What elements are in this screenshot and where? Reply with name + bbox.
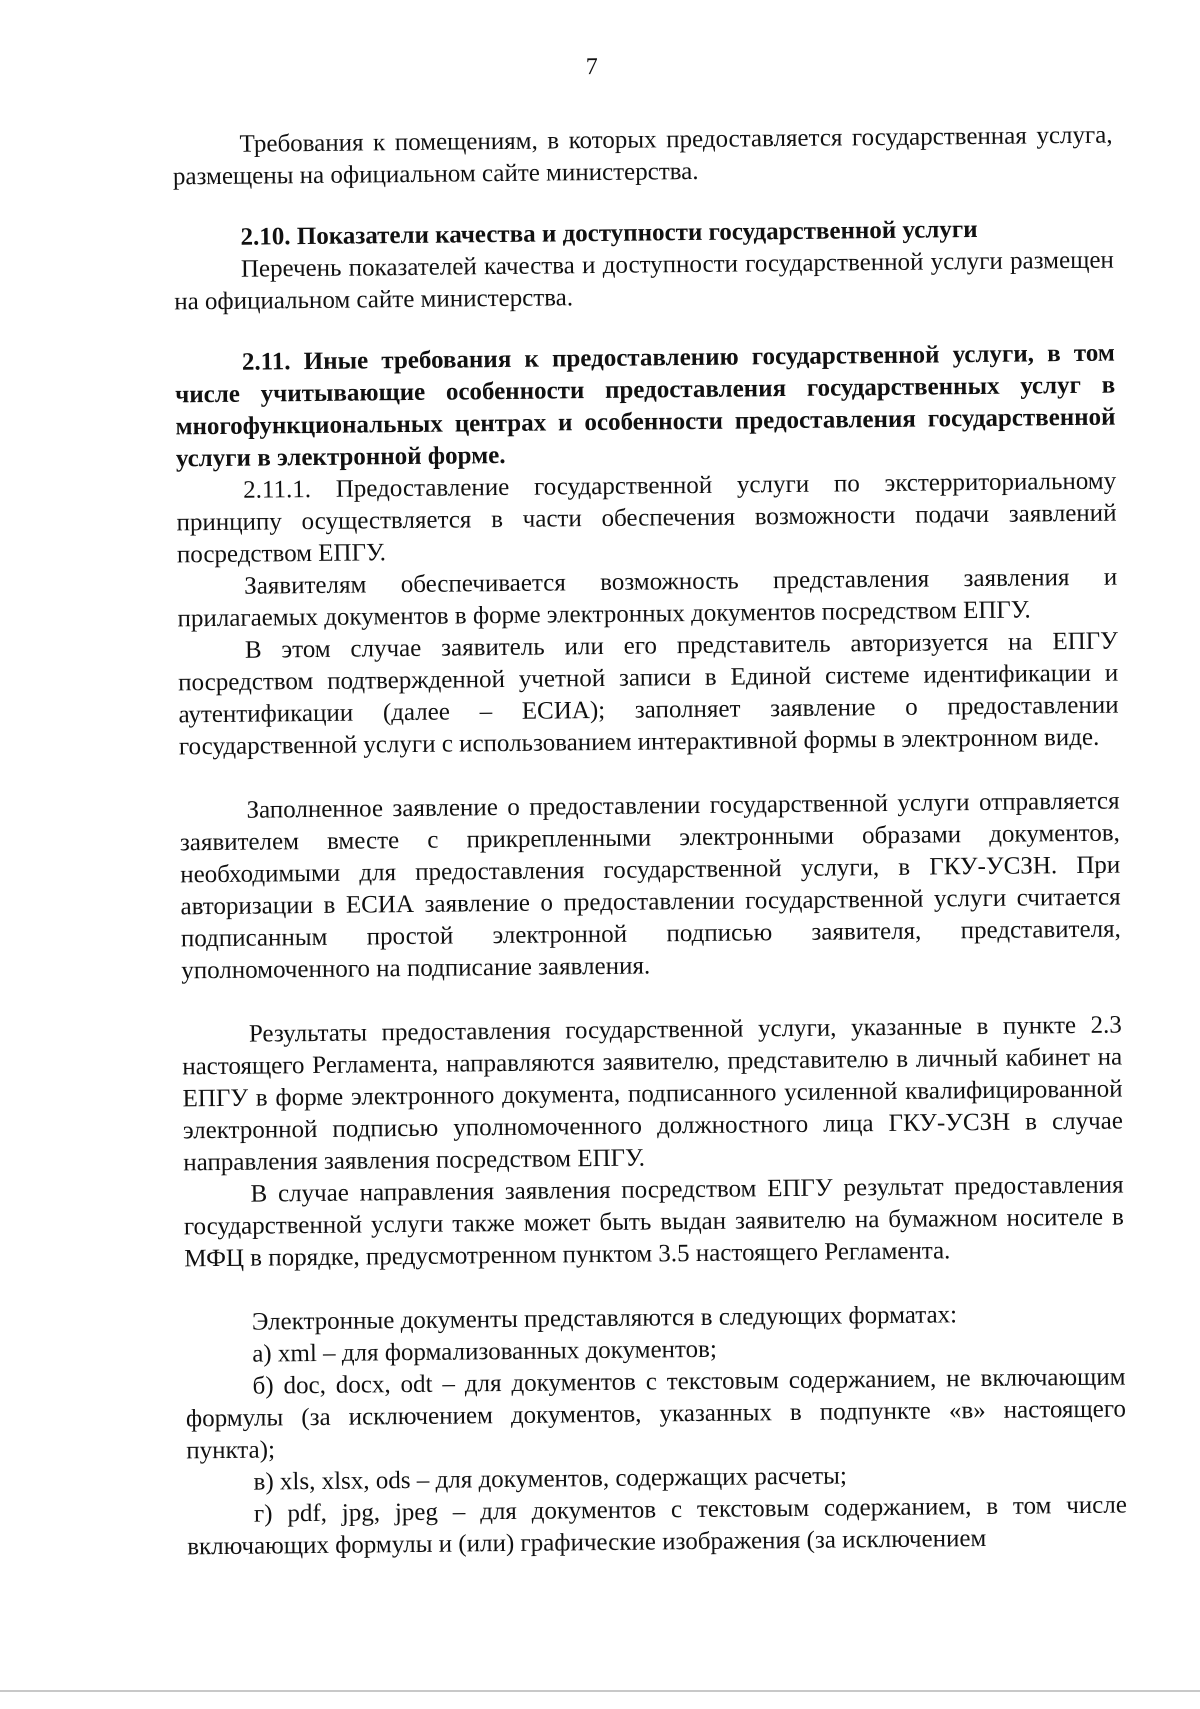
list-item-v: в) xls, xlsx, ods – для документов, содержащих расчеты; — [253, 1462, 847, 1496]
paragraph-2-11-1: 2.11.1. Предоставление государственной услуги по экстерриториальному принципу осуществляется в части обеспечения возможности подачи заявлений посредством ЕПГУ. — [176, 467, 1117, 569]
section-heading-2-10: 2.10. Показатели качества и доступности государственной услуги — [240, 216, 978, 251]
section-heading-2-11: 2.11. Иные требования к предоставлению государственной услуги, в том числе учитывающие особенности предоставления государственных услуг в многофункциональных центрах и особенности предоставления государственной услуги в электронной форме. — [175, 339, 1116, 473]
paragraph-quality-indicators: Перечень показателей качества и доступности государственной услуги размещен на официальном сайте министерства. — [174, 246, 1114, 316]
paragraph-premises-requirements: Требования к помещениям, в которых предоставляется государственная услуга, размещены на официальном сайте министерства. — [172, 121, 1113, 191]
paragraph-paper-result: В случае направления заявления посредством ЕПГУ результат предоставления государственной услуги также может быть выдан заявителю на бумажном носителе в МФЦ в порядке, предусмотренном пунктом 3.5 настоящего Регламента. — [183, 1171, 1125, 1273]
paragraph-formats-intro: Электронные документы представляются в следующих форматах: — [251, 1301, 958, 1336]
scan-bottom-edge — [0, 1690, 1200, 1692]
paragraph-results: Результаты предоставления государственной услуги, указанные в пункте 2.3 настоящего Регламента, направляются заявителю, представителю в личный кабинет на ЕПГУ в форме электронного документа, подписанного усиленной квалифицированной электронной подписью уполномоченного должностного лица ГКУ-УСЗН в случае направления заявления посредством ЕПГУ. — [182, 1011, 1124, 1177]
paragraph-esia-authorization: В этом случае заявитель или его представитель авторизуется на ЕПГУ посредством подтвержденной учетной записи в Единой системе идентификации и аутентификации (далее – ЕСИА); заполняет заявление о предоставлении государственной услуги с использованием интерактивной формы в электронном виде. — [178, 627, 1119, 761]
list-item-a: а) xml – для формализованных документов; — [252, 1335, 717, 1368]
list-item-g: г) pdf, jpg, jpeg – для документов с текстовым содержанием, в том числе включающих формулы и (или) графические изображения (за исключением — [187, 1491, 1128, 1561]
paragraph-electronic-submission: Заявителям обеспечивается возможность представления заявления и прилагаемых документов в форме электронных документов посредством ЕПГУ. — [177, 563, 1118, 633]
page-number: 7 — [585, 53, 598, 81]
list-item-b: б) doc, docx, odt – для документов с текстовым содержанием, не включающим формулы (за исключением документов, указанных в подпункте «в» настоящего пункта); — [185, 1363, 1127, 1465]
paragraph-application-sending: Заполненное заявление о предоставлении государственной услуги отправляется заявителем вместе с прикрепленными электронными образами документов, необходимыми для предоставления государственной услуги, в ГКУ-УСЗН. При авторизации в ЕСИА заявление о предоставлении государственной услуги считается подписанным простой электронной подписью заявителя, представителя, уполномоченного на подписание заявления. — [179, 787, 1121, 985]
